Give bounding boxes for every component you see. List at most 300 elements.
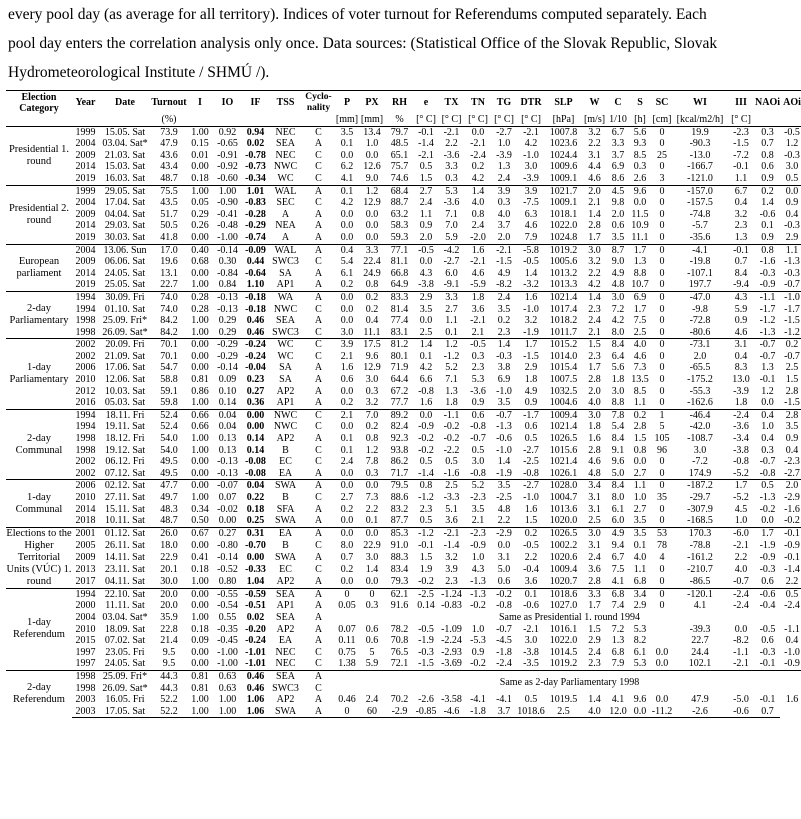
table-cell: 48.5 — [390, 138, 409, 150]
unit-cell — [6, 114, 72, 126]
table-cell: 11.5 — [631, 208, 649, 220]
table-cell: -162.6 — [687, 397, 713, 409]
table-cell: 0.81 — [191, 374, 209, 386]
table-cell: 2.2 — [588, 138, 601, 150]
table-cell: -0.2 — [418, 575, 434, 587]
table-cell: 2017 — [75, 575, 96, 587]
table-cell: 0.81 — [187, 670, 213, 682]
table-cell: 74.0 — [160, 303, 178, 315]
table-cell: -73.1 — [673, 339, 727, 351]
table-cell: 2.4 — [365, 694, 379, 706]
table-cell: 62.1 — [385, 588, 414, 600]
table-cell: 0.84 — [218, 279, 237, 291]
table-cell: 0.1 — [335, 185, 359, 197]
table-cell: -46.4 — [673, 409, 727, 421]
table-cell: -2.1 — [523, 623, 539, 635]
table-cell: 0.0 — [340, 220, 354, 232]
table-cell: 2004 — [75, 138, 96, 150]
table-cell: SWA — [269, 706, 302, 718]
table-cell: 8.5 — [633, 149, 647, 161]
table-cell: 3.0 — [340, 326, 354, 338]
table-cell: 7.5 — [633, 315, 647, 327]
table-cell: 6.4 — [611, 350, 625, 362]
table-cell: 1002.2 — [549, 539, 578, 551]
table-cell: -2.6 — [673, 706, 727, 718]
table-cell: -0.6 — [523, 600, 539, 612]
table-cell: 3.9 — [491, 185, 517, 197]
table-cell: 63.2 — [390, 208, 409, 220]
table-cell: 54.7 — [160, 362, 178, 374]
table-cell: 2.5 — [419, 326, 433, 338]
table-cell: 3.6 — [588, 563, 601, 575]
table-cell: 93.8 — [390, 444, 409, 456]
table-cell: -2.1 — [733, 658, 749, 670]
table-row — [6, 409, 801, 421]
table-cell: 3.2 — [588, 256, 601, 268]
table-cell: 78.2 — [390, 623, 409, 635]
table-cell: 0.00 — [191, 600, 209, 612]
table-cell: 1.1 — [633, 397, 647, 409]
table-cell: 2.5 — [633, 326, 647, 338]
table-cell: 1998 — [75, 433, 96, 445]
table-cell: 0.00 — [218, 515, 237, 527]
unit-cell: [° C] — [465, 114, 491, 126]
table-cell: 3.5 — [785, 421, 799, 433]
table-cell: 88.3 — [390, 551, 409, 563]
table-cell: 0.6 — [611, 220, 625, 232]
table-cell: 50.5 — [160, 220, 178, 232]
table-cell: A — [314, 515, 323, 527]
table-cell: 01.10. Sat — [104, 303, 146, 315]
intro-line-3: Hydrometeorological Institute / SHMÚ /). — [8, 64, 270, 81]
table-cell: 0.5 — [471, 444, 485, 456]
table-cell: -0.54 — [217, 600, 238, 612]
table-cell: -3.6 — [443, 149, 460, 161]
table-cell: -1.24 — [438, 588, 465, 600]
table-cell: -0.04 — [245, 362, 266, 374]
table-cell: 0.7 — [755, 706, 780, 718]
table-row — [6, 220, 801, 232]
table-cell: 12.9 — [363, 362, 381, 374]
table-cell: 1.00 — [191, 279, 209, 291]
table-cell: -0.91 — [217, 149, 238, 161]
table-cell: -1.9 — [759, 539, 776, 551]
table-cell: -2.93 — [441, 646, 462, 658]
table-cell: -7.5 — [523, 197, 539, 209]
table-cell: 88.6 — [390, 492, 409, 503]
table-cell: 0.07 — [338, 623, 356, 635]
table-cell: 0.0 — [655, 694, 669, 706]
table-row — [6, 445, 801, 457]
table-cell: 0.44 — [246, 256, 265, 268]
table-cell: C — [315, 149, 322, 161]
table-cell: 0.6 — [761, 161, 774, 173]
table-cell: -0.8 — [496, 600, 512, 612]
table-cell: 66.8 — [390, 267, 409, 279]
unit-cell — [99, 114, 151, 126]
table-cell: 0.3 — [445, 172, 458, 184]
table-cell: A — [314, 623, 323, 635]
table-cell: -2.1 — [470, 256, 486, 268]
table-cell: 0.13 — [218, 433, 237, 445]
table-cell: -0.3 — [784, 149, 800, 161]
table-row — [6, 374, 801, 386]
table-cell: -1.3 — [470, 575, 486, 587]
unit-cell: [mm] — [360, 114, 384, 125]
intro-line-2: pool day enters the correlation analysis only once. Data sources: (Statistical Office of the Slovak Republic, Slovak — [8, 35, 718, 52]
table-cell: 17.05. Sat — [99, 706, 151, 718]
table-cell: 35 — [657, 492, 667, 503]
table-cell: -0.8 — [733, 456, 749, 468]
table-cell: 1.7 — [727, 480, 755, 492]
table-cell: 0.02 — [246, 611, 265, 623]
table-cell: -0.13 — [217, 456, 238, 468]
table-cell: 1.3 — [445, 385, 458, 397]
table-cell: 70.8 — [390, 635, 409, 647]
table-cell: 9.6 — [629, 185, 651, 197]
table-cell: 4.0 — [629, 339, 651, 351]
table-cell: 1997 — [75, 646, 96, 658]
table-row — [6, 564, 801, 576]
table-cell: A — [314, 220, 323, 232]
table-cell: 1.00 — [191, 694, 209, 706]
table-cell: 0 — [659, 208, 665, 220]
column-header: C — [607, 91, 629, 115]
table-cell: 0.2 — [497, 315, 511, 327]
unit-cell — [269, 114, 302, 126]
table-cell: 0.04 — [213, 409, 242, 421]
table-cell: A — [302, 291, 335, 303]
column-header: III — [727, 91, 755, 115]
table-cell: SEA — [276, 138, 295, 150]
table-cell: -42.0 — [689, 421, 711, 433]
table-cell: 2.8 — [588, 444, 601, 456]
table-cell: 2.3 — [588, 350, 601, 362]
table-cell: 0.3 — [365, 385, 379, 397]
table-cell: -0.92 — [217, 161, 238, 173]
table-cell: C — [315, 326, 322, 338]
table-row — [6, 315, 801, 327]
table-cell: 1.5 — [524, 515, 538, 527]
table-cell: -0.24 — [242, 339, 269, 351]
table-cell: 11.1 — [631, 231, 649, 243]
table-cell: 3.5 — [611, 231, 625, 243]
column-header: TN — [465, 91, 491, 115]
table-cell: 2.9 — [633, 600, 647, 612]
table-cell: 7.2 — [611, 623, 625, 635]
table-cell: 0 — [335, 588, 359, 600]
table-cell: 1.5 — [588, 623, 601, 635]
table-cell: 25.09. Fri* — [99, 670, 151, 682]
table-cell: 59.3 — [390, 231, 409, 243]
table-cell: NEC — [275, 126, 296, 138]
table-cell: 3.1 — [497, 551, 511, 563]
table-cell: 47.9 — [160, 138, 178, 150]
table-cell: -0.2 — [470, 600, 486, 612]
table-cell: -0.9 — [759, 551, 776, 563]
table-cell: -5.8 — [517, 244, 545, 256]
table-cell: 0.28 — [191, 303, 209, 315]
table-cell: 0.5 — [755, 480, 780, 492]
table-cell: 1021.7 — [545, 185, 582, 197]
election-category-label: 1-day Parliamentary — [6, 339, 72, 410]
table-cell: 1032.5 — [549, 385, 578, 397]
table-cell: SWC3 — [272, 682, 299, 694]
table-cell: -166.7 — [687, 161, 713, 173]
table-cell: 0.5 — [419, 456, 433, 468]
table-cell: 0.18 — [246, 503, 265, 515]
table-cell: -4.1 — [673, 244, 727, 256]
table-cell: 44.3 — [160, 682, 178, 694]
table-cell: 1.1 — [780, 244, 801, 256]
table-cell: C — [315, 539, 322, 551]
table-cell: -4.5 — [496, 635, 512, 647]
table-cell: -2.3 — [733, 126, 749, 138]
table-cell: 3.1 — [588, 492, 601, 503]
table-cell: -55.3 — [689, 385, 711, 397]
table-cell: 6.7 — [727, 185, 755, 197]
table-cell: 1018.6 — [545, 588, 582, 600]
table-cell: 1.2 — [761, 385, 774, 397]
table-cell: 0.0 — [340, 515, 354, 527]
table-cell: 83.1 — [390, 326, 409, 338]
unit-cell: 1/10 — [607, 114, 629, 126]
table-cell: -0.7 — [755, 339, 780, 351]
table-cell: 7.9 — [611, 658, 625, 670]
table-cell: 1994 — [75, 303, 96, 315]
column-header: SC — [651, 91, 673, 115]
table-cell: 0.0 — [340, 303, 354, 315]
table-cell: -0.9 — [784, 658, 800, 670]
table-cell: 0.55 — [218, 611, 237, 623]
table-cell: -0.8 — [759, 467, 776, 479]
table-cell: 6.7 — [611, 551, 625, 563]
table-cell: 1.6 — [524, 503, 538, 515]
table-cell: 0.5 — [785, 172, 799, 184]
table-cell: 0.2 — [780, 339, 801, 351]
table-cell: 2014 — [75, 503, 96, 515]
table-cell: -1.0 — [523, 149, 539, 161]
table-cell: -1.5 — [523, 350, 539, 362]
table-cell: -1.6 — [443, 467, 460, 479]
table-cell: 197.7 — [688, 279, 712, 291]
table-cell: -0.41 — [217, 208, 238, 220]
table-cell: SEA — [269, 588, 302, 600]
table-cell: 3.3 — [611, 138, 625, 150]
table-cell: -3.58 — [441, 694, 462, 706]
table-cell: 7.8 — [365, 456, 379, 468]
table-cell: -80.6 — [689, 326, 711, 338]
table-cell: -1.0 — [780, 291, 801, 303]
table-cell: -5.3 — [470, 635, 486, 647]
table-cell: 10.11. Sat — [105, 515, 145, 527]
table-cell: 1018.2 — [549, 315, 578, 327]
table-cell: 60 — [359, 706, 385, 718]
table-cell: 79.3 — [390, 575, 409, 587]
table-cell: 0.9 — [471, 397, 485, 409]
table-row — [6, 397, 801, 409]
table-cell: 0.68 — [191, 256, 209, 268]
table-cell: 84.2 — [160, 315, 178, 327]
table-cell: 3.1 — [588, 539, 601, 551]
table-cell: 1.6 — [588, 433, 601, 445]
table-cell: -0.85 — [415, 705, 437, 717]
table-cell: -0.45 — [217, 635, 238, 647]
table-cell: 0.0 — [340, 149, 354, 161]
table-cell: 1.00 — [191, 315, 209, 327]
table-cell: -157.5 — [687, 197, 713, 209]
table-cell: 2.3 — [497, 326, 511, 338]
table-cell: -0.52 — [217, 563, 238, 575]
table-cell: 58.8 — [160, 374, 178, 386]
table-cell: 1.0 — [471, 551, 485, 563]
table-cell: 1027.0 — [549, 600, 578, 612]
table-cell: 10.9 — [631, 220, 649, 232]
table-cell: -1.8 — [465, 706, 491, 718]
table-cell: 30.03. Sat — [104, 231, 146, 243]
table-cell: 0 — [659, 503, 665, 515]
table-cell: 1.6 — [340, 362, 354, 374]
table-cell: 2.3 — [588, 303, 601, 315]
table-cell: 0.04 — [218, 421, 237, 433]
table-cell: 1999 — [72, 185, 99, 197]
table-cell: 0.4 — [785, 444, 799, 456]
table-cell: 73.9 — [160, 126, 178, 138]
table-cell: EA — [278, 467, 293, 479]
table-cell: 2.2 — [445, 138, 458, 150]
table-cell: 9.3 — [633, 138, 647, 150]
table-cell: 0 — [659, 279, 665, 291]
table-cell: 5.9 — [365, 658, 379, 670]
table-cell: -0.24 — [245, 350, 266, 362]
table-cell: 3.2 — [588, 126, 601, 138]
table-cell: 20.0 — [151, 588, 187, 600]
table-cell: 2009 — [75, 208, 96, 220]
table-cell: 2.8 — [588, 220, 601, 232]
table-cell: -8.2 — [496, 279, 512, 291]
table-cell: 83.2 — [390, 503, 409, 515]
table-cell: -0.2 — [784, 515, 800, 527]
table-cell: 1.4 — [465, 185, 491, 197]
table-cell: 92.3 — [390, 433, 409, 445]
table-cell: -3.8 — [523, 646, 539, 658]
table-cell: -161.2 — [687, 551, 713, 563]
table-row — [6, 600, 801, 612]
table-cell: 0.29 — [218, 326, 237, 338]
table-cell: 0.46 — [338, 694, 356, 706]
table-cell: -19.8 — [689, 256, 711, 268]
table-cell: 2014 — [75, 220, 96, 232]
table-cell: 2.4 — [471, 220, 485, 232]
table-cell: 49.7 — [160, 492, 178, 503]
table-cell: 1026.1 — [549, 467, 578, 479]
table-cell: 0.67 — [187, 527, 213, 540]
table-cell: 0.6 — [761, 635, 774, 647]
table-cell: C — [315, 563, 322, 575]
table-cell: -2.9 — [784, 492, 800, 503]
table-cell: SA — [279, 374, 292, 386]
table-cell: 0 — [651, 244, 673, 256]
table-row — [6, 670, 801, 682]
table-cell: 0.0 — [419, 315, 433, 327]
table-cell: 2.8 — [780, 409, 801, 421]
table-cell: 0 — [659, 515, 665, 527]
table-cell: 0.29 — [191, 208, 209, 220]
table-cell: 2.3 — [471, 362, 485, 374]
table-cell: 83.4 — [390, 563, 409, 575]
table-cell: -1.5 — [784, 315, 800, 327]
table-cell: 91.6 — [390, 600, 409, 612]
table-row — [6, 504, 801, 516]
table-cell: 2012 — [75, 385, 96, 397]
table-cell: 4.0 — [497, 208, 511, 220]
table-cell: 3.5 — [471, 503, 485, 515]
table-cell: 4.5 — [734, 503, 748, 515]
table-cell: 2.4 — [491, 291, 517, 303]
table-cell: 1026.5 — [545, 527, 582, 540]
table-cell: 174.9 — [688, 467, 712, 479]
table-cell: 2.7 — [340, 492, 354, 503]
table-cell: 3.2 — [445, 551, 458, 563]
table-cell: 0.46 — [246, 315, 265, 327]
table-cell: -0.2 — [491, 588, 517, 600]
unit-cell: [° C] — [727, 114, 755, 126]
table-cell: 1.06 — [246, 694, 265, 706]
table-cell — [651, 624, 673, 636]
table-cell: 1.0 — [734, 515, 748, 527]
table-cell: 2.5 — [588, 515, 601, 527]
table-cell: 4.2 — [340, 197, 354, 209]
table-cell: 0.8 — [365, 433, 379, 445]
table-cell: 8.6 — [611, 172, 625, 184]
table-cell: -0.3 — [784, 220, 800, 232]
table-cell: 1009.1 — [549, 172, 578, 184]
table-cell: 6.8 — [607, 588, 629, 600]
table-cell: 9.6 — [611, 456, 625, 468]
table-cell: C — [315, 646, 322, 658]
table-cell: 03.04. Sat* — [102, 611, 148, 623]
table-cell: -1.1 — [733, 646, 749, 658]
table-cell: -0.9 — [784, 539, 800, 551]
table-row — [6, 386, 801, 398]
table-cell: 24.05. Sat — [104, 267, 146, 279]
table-cell: -1.3 — [759, 492, 776, 503]
table-cell: A — [302, 527, 335, 540]
table-cell: 0.18 — [191, 172, 209, 184]
table-cell: AP2 — [276, 433, 295, 445]
table-cell: 2001 — [72, 527, 99, 540]
election-category-label: Presidential 2. round — [6, 185, 72, 244]
table-cell: 21.09. Sat — [104, 350, 146, 362]
table-cell: 0.86 — [191, 385, 209, 397]
table-cell: -1.9 — [496, 467, 512, 479]
table-row — [6, 232, 801, 244]
table-cell: 22.7 — [160, 279, 178, 291]
table-cell: 0 — [659, 374, 665, 386]
table-cell: 3.5 — [497, 303, 511, 315]
table-cell: 9.0 — [611, 256, 625, 268]
table-cell: -0.2 — [443, 433, 460, 445]
table-cell: 9.5 — [162, 646, 176, 658]
table-cell: -4.2 — [438, 244, 465, 256]
table-cell: 0.15 — [191, 138, 209, 150]
table-cell: 1.8 — [465, 291, 491, 303]
table-cell: 1.5 — [582, 339, 607, 351]
table-row — [6, 588, 801, 600]
table-cell: -1.5 — [784, 397, 800, 409]
table-cell: EA — [269, 527, 302, 540]
table-cell: 81.1 — [390, 256, 409, 268]
